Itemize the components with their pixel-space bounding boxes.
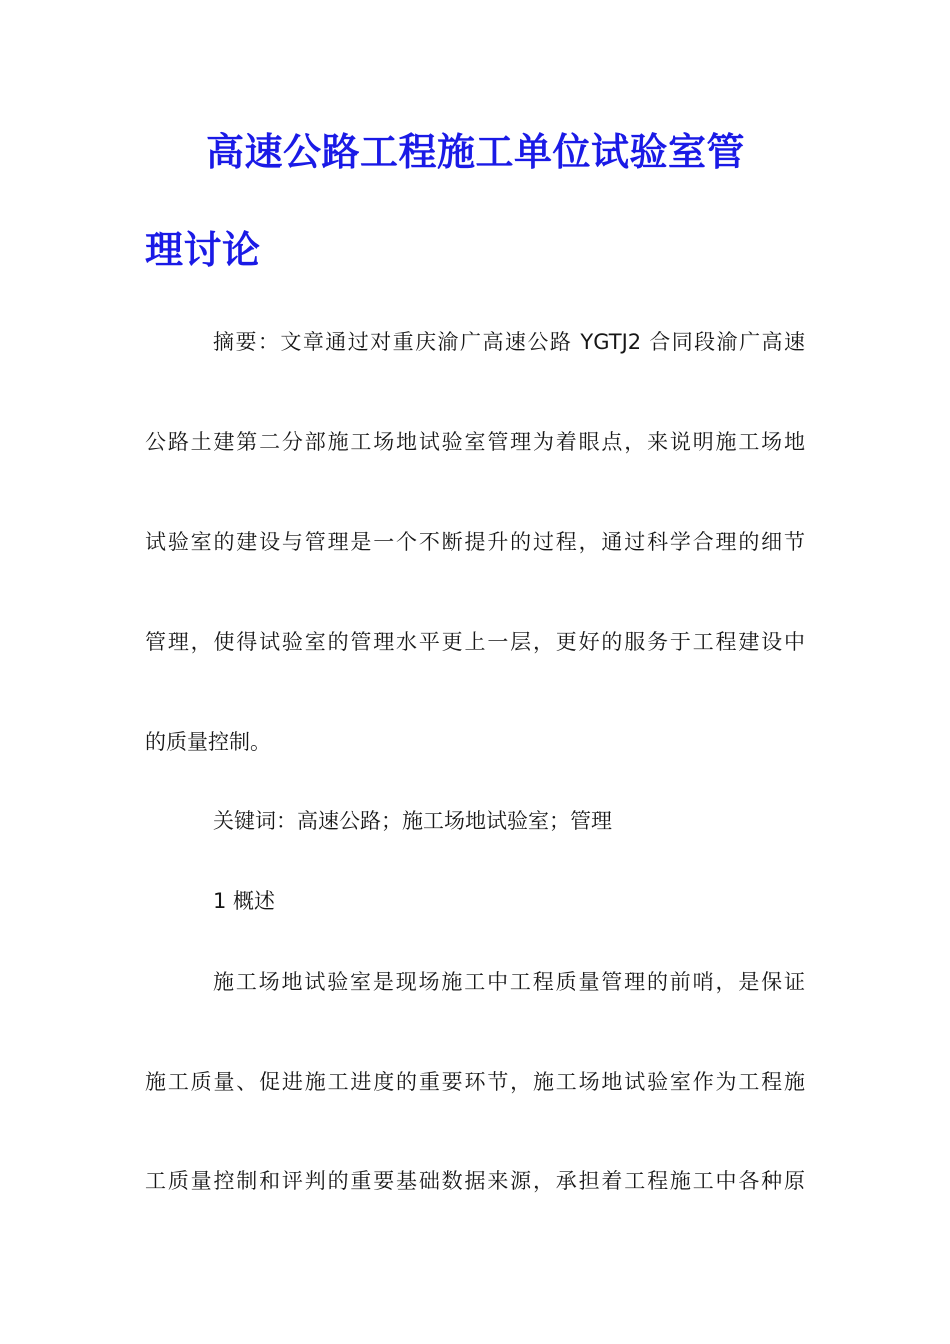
document-title-line-1: 高速公路工程施工单位试验室管 <box>206 130 746 174</box>
keywords-line: 关键词：高速公路；施工场地试验室；管理 <box>213 809 612 833</box>
document-title-line-2: 理讨论 <box>145 228 261 272</box>
abstract-line: 试验室的建设与管理是一个不断提升的过程，通过科学合理的细节 <box>145 530 805 554</box>
abstract-line: 管理，使得试验室的管理水平更上一层，更好的服务于工程建设中 <box>145 630 805 654</box>
abstract-line: 摘要：文章通过对重庆渝广高速公路 YGTJ2 合同段渝广高速 <box>213 330 805 354</box>
abstract-line: 公路土建第二分部施工场地试验室管理为着眼点，来说明施工场地 <box>145 430 805 454</box>
abstract-line: 的质量控制。 <box>145 730 271 754</box>
body-line: 施工质量、促进施工进度的重要环节，施工场地试验室作为工程施 <box>145 1070 805 1094</box>
section-heading: 1 概述 <box>213 889 276 913</box>
body-line: 工质量控制和评判的重要基础数据来源，承担着工程施工中各种原 <box>145 1169 805 1193</box>
body-line: 施工场地试验室是现场施工中工程质量管理的前哨，是保证 <box>213 970 805 994</box>
